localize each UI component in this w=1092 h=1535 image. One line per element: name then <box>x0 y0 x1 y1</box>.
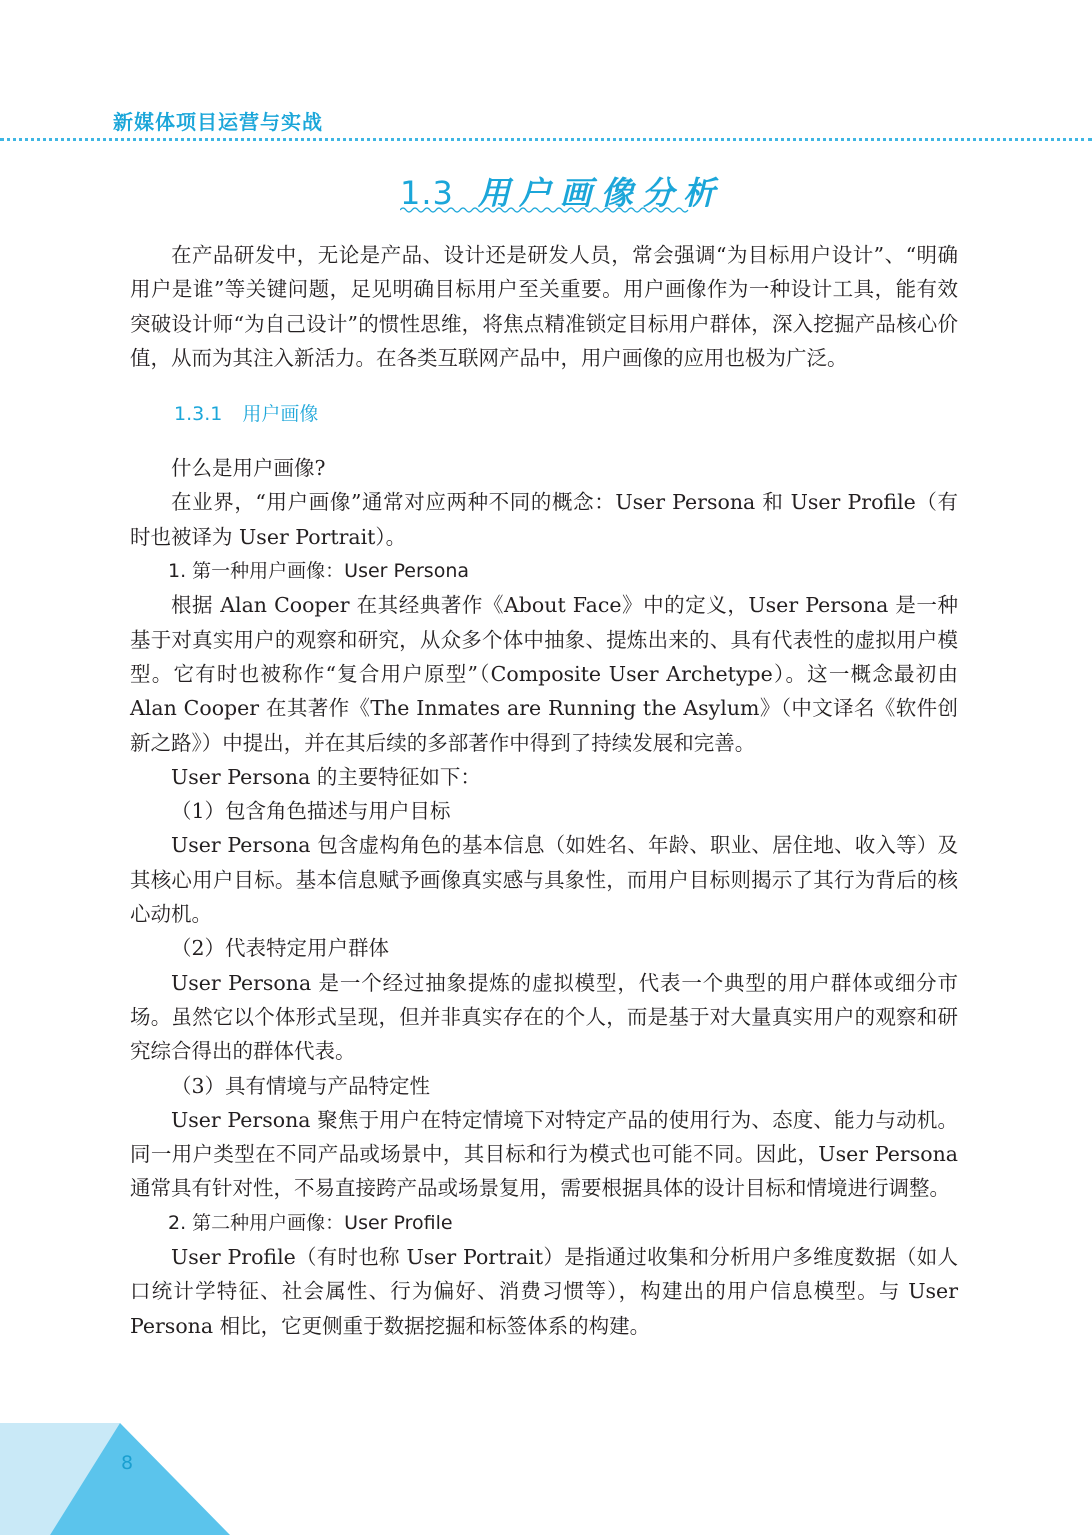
concepts-paragraph: 在业界，“用户画像”通常对应两种不同的概念：User Persona 和 User Profile（有时也被译为 User Portrait）。 <box>130 490 958 549</box>
feature-1-body: User Persona 包含虚构角色的基本信息（如姓名、年龄、职业、居住地、收入等）及其核心用户目标。基本信息赋予画像真实感与具象性，而用户目标则揭示了其行为背后的核心动机。 <box>130 833 958 927</box>
title-wavy-underline <box>400 206 690 214</box>
persona-heading: 1. 第一种用户画像：User Persona <box>168 560 470 583</box>
feature-3-title: （3）具有情境与产品特定性 <box>171 1073 431 1098</box>
feature-3-body: User Persona 聚焦于用户在特定情境下对特定产品的使用行为、态度、能力与动机。同一用户类型在不同产品或场景中，其目标和行为模式也可能不同。因此，User Persona 通常具有针对性，不易直接跨产品或场景复用，需要根据具体的设计目标和情境进行调整。 <box>130 1107 958 1201</box>
running-header-title: 新媒体项目运营与实战 <box>113 110 323 134</box>
persona-definition-paragraph: 根据 Alan Cooper 在其经典著作《About Face》中的定义，User Persona 是一种基于对真实用户的观察和研究，从众多个体中抽象、提炼出来的、具有代表性的虚拟用户模型。它有时也被称作“复合用户原型”（Composite User Archetype）。这一概念最初由 Alan Cooper 在其著作《The Inmates are Running the Asylum》（中文译名《软件创新之路》）中提出，并在其后续的多部著作中得到了持续发展和完善。 <box>130 593 958 755</box>
subsection-number: 1.3.1 <box>174 403 223 426</box>
body-text <box>130 238 958 1343</box>
profile-heading: 2. 第二种用户画像：User Profile <box>168 1211 453 1234</box>
header-dotted-divider <box>0 138 1092 141</box>
page-corner-decoration <box>0 1423 230 1535</box>
features-intro-paragraph: User Persona 的主要特征如下： <box>171 764 481 789</box>
feature-2-body: User Persona 是一个经过抽象提炼的虚拟模型，代表一个典型的用户群体或细分市场。虽然它以个体形式呈现，但并非真实存在的个人，而是基于对大量真实用户的观察和研究综合得出的群体代表。 <box>130 970 958 1064</box>
page-number: 8 <box>121 1452 134 1474</box>
section-title-text: 用户画像分析 <box>477 174 724 212</box>
intro-paragraph: 在产品研发中，无论是产品、设计还是研发人员，常会强调“为目标用户设计”、“明确用户是谁”等关键问题，足见明确目标用户至关重要。用户画像作为一种设计工具，能有效突破设计师“为自己设计”的惯性思维，将焦点精准锁定目标用户群体，深入挖掘产品核心价值，从而为其注入新活力。在各类互联网产品中，用户画像的应用也极为广泛。 <box>130 243 958 370</box>
subsection-title: 用户画像 <box>242 403 319 426</box>
feature-2-title: （2）代表特定用户群体 <box>171 936 390 961</box>
feature-1-title: （1）包含角色描述与用户目标 <box>171 799 451 824</box>
section-number: 1.3 <box>400 174 454 212</box>
profile-definition-paragraph: User Profile（有时也称 User Portrait）是指通过收集和分析用户多维度数据（如人口统计学特征、社会属性、行为偏好、消费习惯等），构建出的用户信息模型。与 User Persona 相比，它更侧重于数据挖掘和标签体系的构建。 <box>130 1245 958 1338</box>
subsection-heading <box>174 402 958 426</box>
question-paragraph: 什么是用户画像? <box>171 456 326 481</box>
